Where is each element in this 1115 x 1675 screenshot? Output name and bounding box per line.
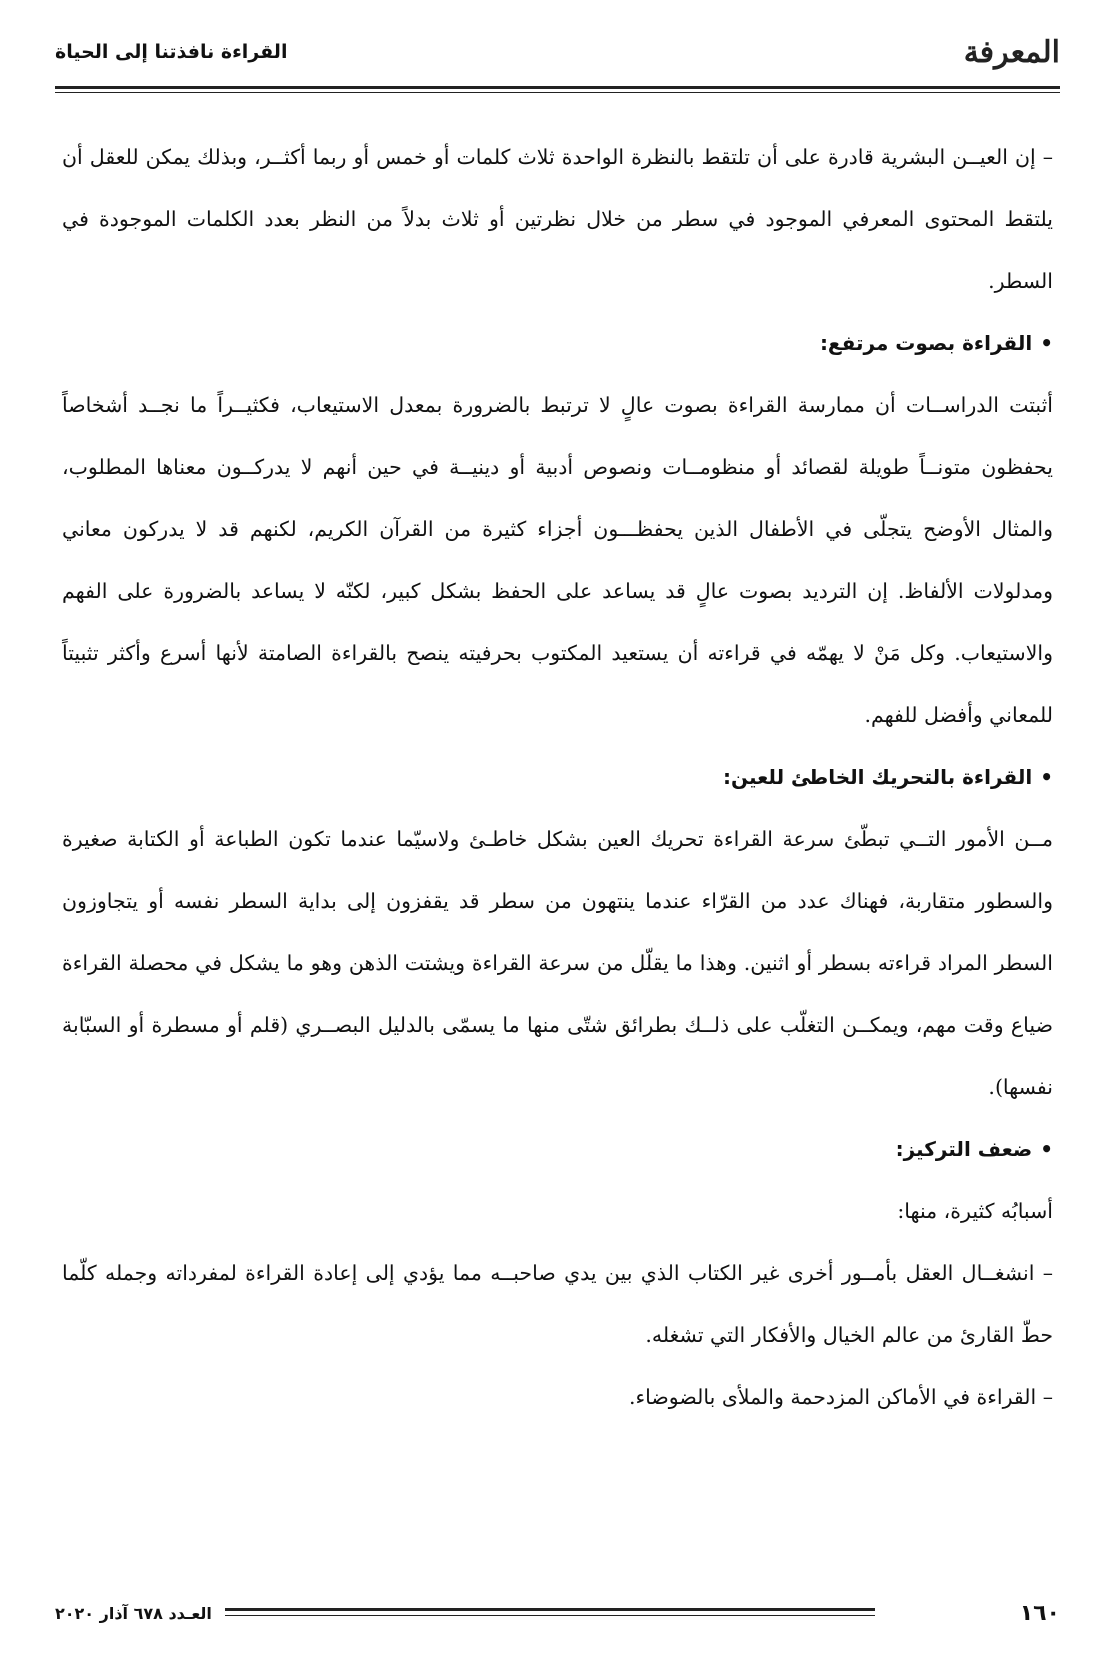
section-heading-reading-aloud bbox=[62, 312, 1053, 374]
section-heading-weak-focus bbox=[62, 1118, 1053, 1180]
header-rule-thin bbox=[55, 92, 1060, 93]
header-rule bbox=[55, 86, 1060, 89]
section-heading-text: القراءة بالتحريك الخاطئ للعين: bbox=[722, 765, 1033, 789]
page-footer bbox=[55, 1593, 1060, 1633]
issue-info: العـدد ٦٧٨ آذار ٢٠٢٠ bbox=[55, 1603, 212, 1623]
section-heading-eye-movement bbox=[62, 746, 1053, 808]
article-body bbox=[62, 126, 1053, 1428]
page-number: ١٦٠ bbox=[1019, 1600, 1060, 1626]
paragraph-reading-aloud: أثبتت الدراســات أن ممارسة القراءة بصوت عالٍ لا ترتبط بالضرورة بمعدل الاستيعاب، فكثيــراً ما نجــد أشخاصاً يحفظون متونــاً طويلة لقصائد أو منظومــات ونصوص أدبية أو دينيــة في حين أنهم لا يدركــون معناها المطلوب، والمثال الأوضح يتجلّى في الأطفال الذين يحفظـــون أجزاء كثيرة من القرآن الكريم، لكنهم قد لا يدركون معاني ومدلولات الألفاظ. إن الترديد بصوت عالٍ قد يساعد على الحفظ بشكل كبير، لكنّه لا يساعد بالضرورة على الفهم والاستيعاب. وكل مَنْ لا يهمّه في قراءته أن يستعيد المكتوب بحرفيته ينصح بالقراءة الصامتة لأنها أسرع وأكثر تثبيتاً للمعاني وأفضل للفهم. bbox=[62, 393, 1053, 727]
bullet-icon: • bbox=[1040, 331, 1053, 355]
running-title: القراءة نافذتنا إلى الحياة bbox=[55, 41, 288, 63]
section-heading-text: القراءة بصوت مرتفع: bbox=[819, 331, 1033, 355]
bullet-icon: • bbox=[1040, 765, 1053, 789]
bullet-icon: • bbox=[1040, 1137, 1053, 1161]
paragraph-eye-movement: مــن الأمور التــي تبطّئ سرعة القراءة تحريك العين بشكل خاطـئ ولاسيّما عندما تكون الطباعة أو الكتابة صغيرة والسطور متقاربة، فهناك عدد من القرّاء عندما ينتهون من سطر قد يقفزون إلى بداية السطر نفسه أو يتجاوزون السطر المراد قراءته بسطر أو اثنين. وهذا ما يقلّل من سرعة القراءة ويشتت الذهن وهو ما يشكل في محصلة القراءة ضياع وقت مهم، ويمكــن التغلّب على ذلــك بطرائق شتّى منها ما يسمّى بالدليل البصــري (قلم أو مسطرة أو السبّابة نفسها). bbox=[62, 827, 1053, 1099]
section-heading-text: ضعف التركيز: bbox=[895, 1137, 1033, 1161]
list-item-mind-distraction: – انشغــال العقل بأمــور أخرى غير الكتاب الذي بين يدي صاحبــه مما يؤدي إلى إعادة القراءة لمفرداته وجمله كلّما حطّ القارئ من عالم الخيال والأفكار التي تشغله. bbox=[62, 1261, 1053, 1347]
journal-logo: المعرفة bbox=[963, 34, 1060, 70]
list-item-noisy-places: – القراءة في الأماكن المزدحمة والملأى بالضوضاء. bbox=[628, 1385, 1053, 1409]
paragraph-eye-span: – إن العيــن البشرية قادرة على أن تلتقط بالنظرة الواحدة ثلاث كلمات أو خمس أو ربما أكثــر، وبذلك يمكن للعقل أن يلتقط المحتوى المعرفي الموجود في سطر من خلال نظرتين أو ثلاث بدلاً من النظر بعدد الكلمات الموجودة في السطر. bbox=[62, 145, 1053, 293]
page-header bbox=[55, 22, 1060, 82]
paragraph-causes-intro: أسبابُه كثيرة، منها: bbox=[897, 1199, 1053, 1223]
